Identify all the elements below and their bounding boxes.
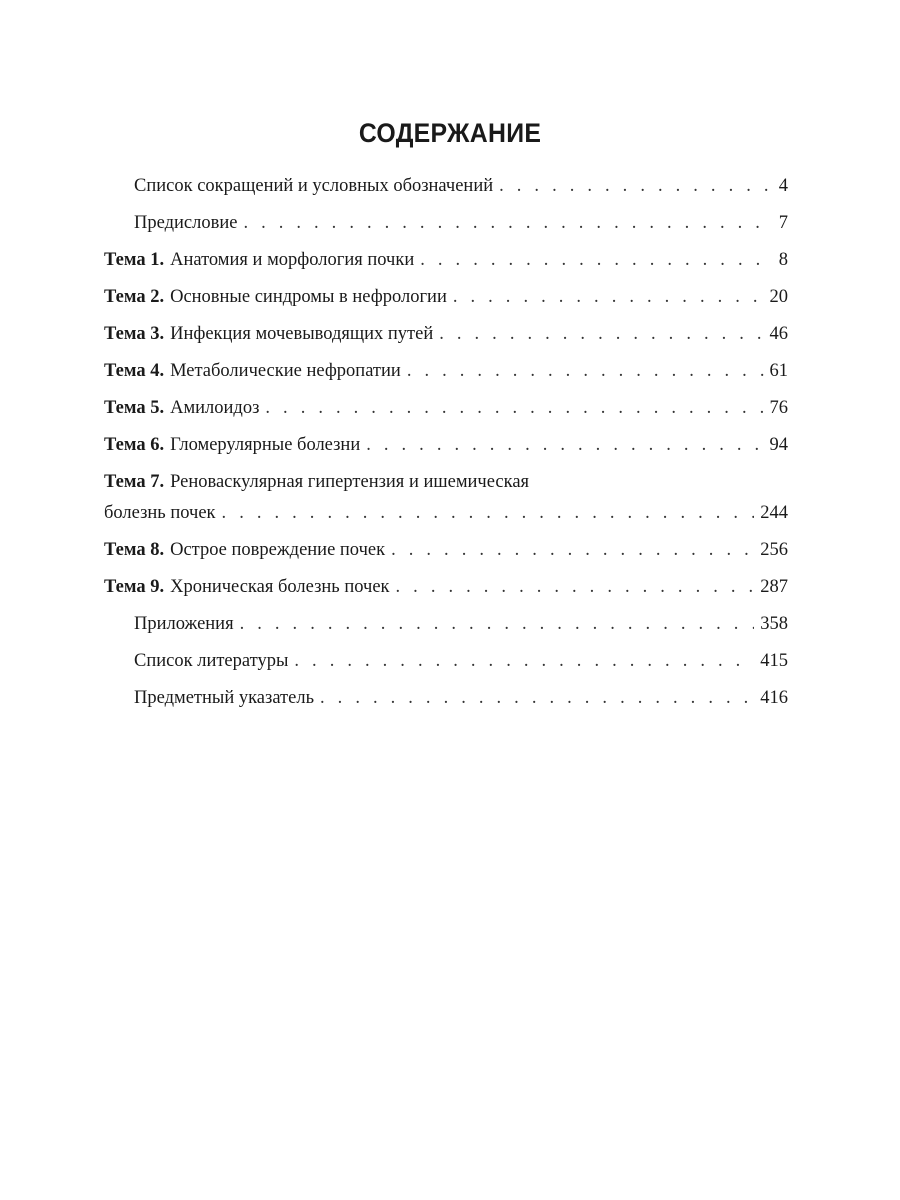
toc-entry-topic-1[interactable] [104, 248, 788, 285]
toc-entry-topic-3[interactable] [104, 322, 788, 359]
toc-entry-number: Тема 6. [104, 435, 165, 455]
toc-entry-text: Список литературы [134, 651, 289, 671]
dot-leader [407, 359, 764, 383]
toc-entry-text: Приложения [134, 614, 234, 634]
toc-entry-number: Тема 3. [104, 324, 165, 344]
dot-leader [243, 211, 772, 235]
toc-title: СОДЕРЖАНИЕ [358, 118, 542, 148]
toc-entry-page: 76 [769, 398, 788, 418]
toc-entry-topic-8[interactable] [104, 538, 788, 575]
toc-entry-page: 4 [778, 176, 788, 196]
toc-entry-number: Тема 7. [104, 472, 165, 492]
toc-entry-topic-5[interactable] [104, 396, 788, 433]
toc-entry-page: 287 [760, 577, 788, 597]
dot-leader [391, 538, 754, 562]
toc-entry-abbreviations[interactable] [104, 174, 788, 211]
toc-entry-page: 46 [769, 324, 788, 344]
toc-entry-references[interactable] [104, 649, 788, 686]
toc-entry-number: Тема 8. [104, 540, 165, 560]
toc-entry-topic-7[interactable] [104, 470, 788, 538]
toc-entry-number: Тема 9. [104, 577, 165, 597]
toc-entry-number: Тема 2. [104, 287, 165, 307]
toc-entry-text: Предметный указатель [134, 688, 315, 708]
toc-entry-topic-6[interactable] [104, 433, 788, 470]
toc-entry-page: 61 [769, 361, 788, 381]
toc-entry-subject-index[interactable] [104, 686, 788, 723]
dot-leader [222, 501, 755, 525]
dot-leader [265, 396, 763, 420]
toc-entry-page: 7 [778, 213, 788, 233]
toc-entry-number: Тема 1. [104, 250, 165, 270]
toc-entry-topic-9[interactable] [104, 575, 788, 612]
toc-entry-page: 415 [760, 651, 788, 671]
dot-leader [366, 433, 763, 457]
toc-entry-page: 20 [769, 287, 788, 307]
toc-entry-number: Тема 5. [104, 398, 165, 418]
toc-entry-text: Гломерулярные болезни [170, 435, 361, 455]
toc-entry-page: 8 [778, 250, 788, 270]
toc-entry-text-line2: болезнь почек [104, 503, 216, 523]
dot-leader [320, 686, 754, 710]
dot-leader [499, 174, 773, 198]
toc-entry-page: 416 [760, 688, 788, 708]
toc-entry-text: Анатомия и морфология почки [170, 250, 415, 270]
dot-leader [453, 285, 764, 309]
toc-entry-text: Инфекция мочевыводящих путей [170, 324, 434, 344]
dot-leader [396, 575, 755, 599]
toc-entry-text: Острое повреждение почек [170, 540, 386, 560]
dot-leader [420, 248, 773, 272]
dot-leader [294, 649, 754, 673]
toc-entry-text: Основные синдромы в нефрологии [170, 287, 447, 307]
toc-entry-text: Хроническая болезнь почек [170, 577, 390, 597]
toc-entry-preface[interactable] [104, 211, 788, 248]
toc-entry-topic-4[interactable] [104, 359, 788, 396]
toc-entry-text: Список сокращений и условных обозначений [134, 176, 494, 196]
toc-entry-page: 256 [760, 540, 788, 560]
toc-entry-page: 94 [769, 435, 788, 455]
toc-entry-text: Метаболические нефропатии [170, 361, 401, 381]
toc-list [104, 174, 788, 723]
toc-entry-page: 358 [760, 614, 788, 634]
toc-entry-page: 244 [760, 503, 788, 523]
toc-entry-text-line1: Реноваскулярная гипертензия и ишемическая [170, 472, 530, 492]
toc-entry-appendices[interactable] [104, 612, 788, 649]
dot-leader [439, 322, 763, 346]
toc-entry-text: Предисловие [134, 213, 238, 233]
toc-entry-topic-2[interactable] [104, 285, 788, 322]
toc-entry-text: Амилоидоз [170, 398, 260, 418]
toc-entry-number: Тема 4. [104, 361, 165, 381]
dot-leader [240, 612, 755, 636]
